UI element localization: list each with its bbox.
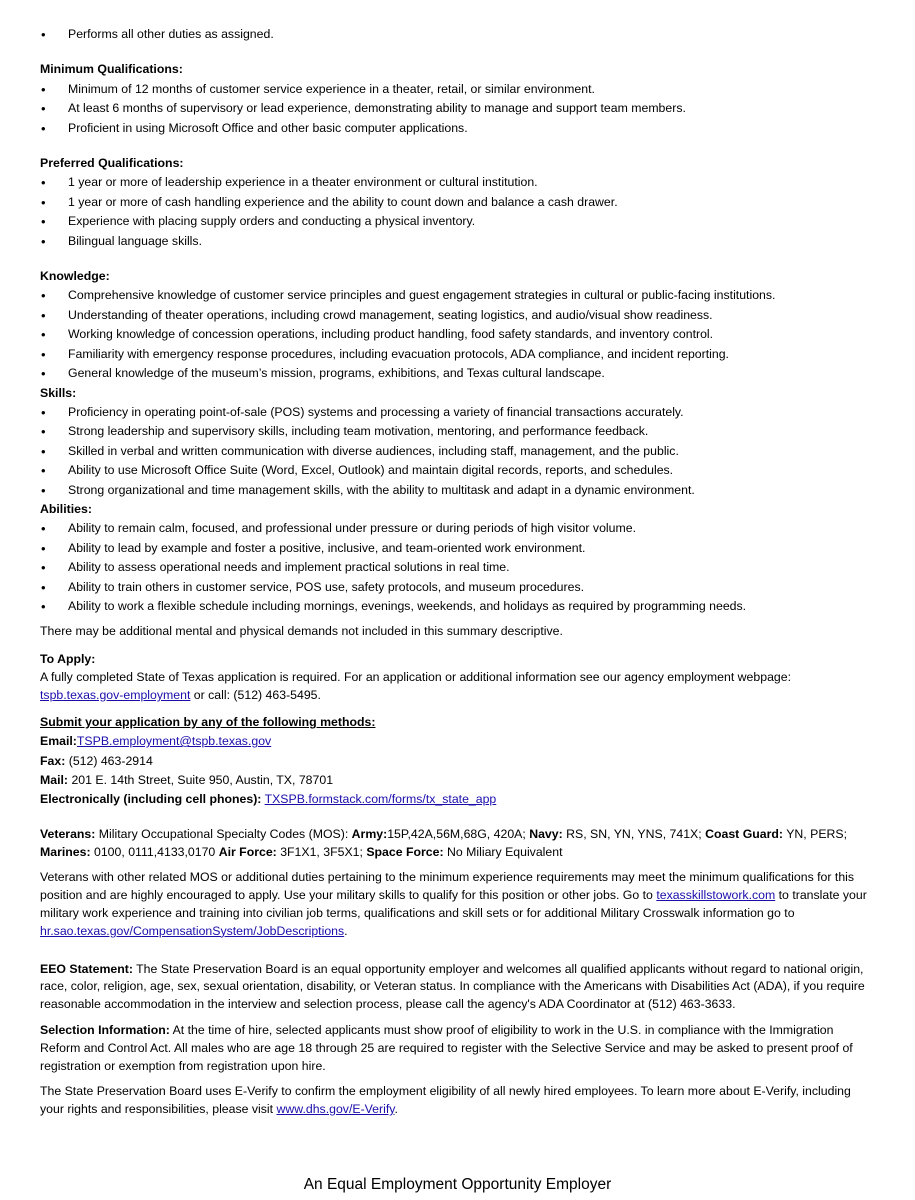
to-apply-paragraph xyxy=(40,669,872,705)
veterans-info-paragraph xyxy=(40,869,872,940)
space-force-codes: No Miliary Equivalent xyxy=(447,844,563,859)
veterans-text-3: . xyxy=(344,923,348,938)
eeo-label: EEO Statement: xyxy=(40,961,133,976)
abilities-heading: Abilities: xyxy=(40,501,92,516)
air-force-codes: 3F1X1, 3F5X1; xyxy=(280,844,363,859)
abilities-list xyxy=(40,519,872,616)
list-item: • At least 6 months of supervisory or lead experience, demonstrating ability to manage and support team members. xyxy=(40,99,872,118)
fax-label: Fax: xyxy=(40,753,66,768)
marines-label: Marines: xyxy=(40,844,91,859)
skills-heading: Skills: xyxy=(40,385,77,400)
submit-methods-heading: Submit your application by any of the following methods: xyxy=(40,714,376,729)
space-force-label: Space Force: xyxy=(366,844,444,859)
minimum-qualifications-list xyxy=(40,80,872,138)
everify-paragraph xyxy=(40,1083,872,1119)
marines-codes: 0100, 0111,4133,0170 xyxy=(94,844,216,859)
to-apply-call: or call: (512) 463-5495. xyxy=(193,687,321,702)
coast-guard-codes: YN, PERS; xyxy=(786,826,848,841)
sao-jobdescriptions-link[interactable]: hr.sao.texas.gov/CompensationSystem/JobDescriptions xyxy=(40,923,345,938)
navy-codes: RS, SN, YN, YNS, 741X; xyxy=(566,826,702,841)
email-label: Email: xyxy=(40,734,77,749)
selection-label: Selection Information: xyxy=(40,1022,170,1037)
email-link[interactable]: TSPB.employment@tspb.texas.gov xyxy=(76,734,272,749)
veterans-text-2: to translate your military work experience and training into civilian job terms, qualifications and skill sets or for additional Military Crosswalk information go to xyxy=(40,888,867,920)
list-item: • Comprehensive knowledge of customer service principles and guest engagement strategies in cultural or public-facing institutions. xyxy=(40,286,872,305)
list-item: • Ability to work a flexible schedule including mornings, evenings, weekends, and holidays as required by programming needs. xyxy=(40,597,872,616)
list-item: • 1 year or more of leadership experience in a theater environment or cultural institution. xyxy=(40,173,872,192)
everify-link[interactable]: www.dhs.gov/E-Verify xyxy=(276,1102,395,1117)
knowledge-heading: Knowledge: xyxy=(40,269,110,284)
mail-label: Mail: xyxy=(40,773,69,787)
list-item: • Bilingual language skills. xyxy=(40,232,872,251)
list-item: • Ability to assess operational needs and implement practical solutions in real time. xyxy=(40,558,872,577)
list-item: • Proficiency in operating point-of-sale (POS) systems and processing a variety of financial transactions accurately. xyxy=(40,403,872,422)
everify-text: The State Preservation Board uses E-Verify to confirm the employment eligibility of all newly hired employees. To learn more about E-Verify, including your rights and responsibilities, please visit xyxy=(40,1084,851,1117)
list-item: • Ability to lead by example and foster a positive, inclusive, and team-oriented work environment. xyxy=(40,539,872,558)
additional-demands-text: There may be additional mental and physical demands not included in this summary descriptive. xyxy=(40,624,563,639)
list-item: • Performs all other duties as assigned. xyxy=(40,25,872,44)
electronic-line xyxy=(40,790,872,809)
mail-line xyxy=(40,771,872,790)
selection-text: At the time of hire, selected applicants must show proof of eligibility to work in the U.S. in compliance with the Immigration Reform and Control Act. All males who are age 18 through 25 are required to register with the Selective Service and may be asked to present proof of registration or exemption from registration upon hire. xyxy=(40,1022,853,1073)
list-item: • Proficient in using Microsoft Office and other basic computer applications. xyxy=(40,119,872,138)
list-item: • Minimum of 12 months of customer service experience in a theater, retail, or similar environment. xyxy=(40,80,872,99)
list-item: • Strong leadership and supervisory skills, including team motivation, mentoring, and performance feedback. xyxy=(40,422,872,441)
eeo-paragraph xyxy=(40,961,872,1014)
list-item: • 1 year or more of cash handling experience and the ability to count down and balance a cash drawer. xyxy=(40,193,872,212)
list-item: • Skilled in verbal and written communication with diverse audiences, including staff, management, and the public. xyxy=(40,442,872,461)
footer-text: An Equal Employment Opportunity Employer xyxy=(303,1176,612,1193)
list-item: • Experience with placing supply orders and conducting a physical inventory. xyxy=(40,212,872,231)
list-item: • General knowledge of the museum’s mission, programs, exhibitions, and Texas cultural landscape. xyxy=(40,364,872,383)
to-apply-text: A fully completed State of Texas application is required. For an application or additional information see our agency employment webpage: xyxy=(40,670,792,685)
preferred-qualifications-heading: Preferred Qualifications: xyxy=(40,156,184,171)
coast-guard-label: Coast Guard: xyxy=(705,826,783,841)
veterans-text-1: Veterans with other related MOS or additional duties pertaining to the minimum experience requirements may meet the minimum qualifications for this position and are highly encouraged to apply. Use your military skills to qualify for this position or other jobs. Go to xyxy=(40,870,855,903)
document-content xyxy=(40,25,872,1119)
fax-value: (512) 463-2914 xyxy=(68,753,153,768)
texasskillstowork-link[interactable]: texasskillstowork.com xyxy=(656,888,776,903)
minimum-qualifications-heading: Minimum Qualifications: xyxy=(40,62,183,77)
selection-paragraph xyxy=(40,1022,872,1075)
employment-webpage-link[interactable]: tspb.texas.gov-employment xyxy=(40,687,191,702)
knowledge-list xyxy=(40,286,872,383)
list-item: • Familiarity with emergency response procedures, including evacuation protocols, ADA compliance, and incident reporting. xyxy=(40,345,872,364)
eeo-text: The State Preservation Board is an equal opportunity employer and welcomes all qualified applicants without regard to national origin, race, color, religion, age, sex, sexual orientation, disability, or Veteran status. In compliance with the Americans with Disabilities Act (ADA), if you require reasonable accommodation in the interview and selection process, please call the agency's ADA Coordinator at (512) 463-3633. xyxy=(40,961,865,1012)
veterans-label: Veterans: xyxy=(40,826,96,841)
list-item: • Strong organizational and time management skills, with the ability to multitask and adapt in a dynamic environment. xyxy=(40,481,872,500)
list-item: • Ability to remain calm, focused, and professional under pressure or during periods of high visitor volume. xyxy=(40,519,872,538)
list-item: • Ability to train others in customer service, POS use, safety protocols, and museum procedures. xyxy=(40,578,872,597)
everify-end: . xyxy=(394,1102,398,1117)
veterans-mos-paragraph xyxy=(40,826,872,862)
formstack-link[interactable]: TXSPB.formstack.com/forms/tx_state_app xyxy=(264,792,497,807)
mail-value: 201 E. 14th Street, Suite 950, Austin, TX, 78701 xyxy=(71,773,334,787)
army-label: Army: xyxy=(351,826,388,841)
electronic-label: Electronically (including cell phones): xyxy=(40,792,262,807)
email-line xyxy=(40,732,872,751)
army-codes: 15P,42A,56M,68G, 420A; xyxy=(387,826,526,841)
list-item: • Ability to use Microsoft Office Suite (Word, Excel, Outlook) and maintain digital records, reports, and schedules. xyxy=(40,461,872,480)
preferred-qualifications-list xyxy=(40,173,872,251)
veterans-intro: Military Occupational Specialty Codes (MOS): xyxy=(98,826,349,841)
list-item: • Working knowledge of concession operations, including product handling, food safety standards, and inventory control. xyxy=(40,325,872,344)
fax-line xyxy=(40,752,872,771)
to-apply-heading: To Apply: xyxy=(40,651,96,666)
list-item: • Understanding of theater operations, including crowd management, seating logistics, and audio/visual show readiness. xyxy=(40,306,872,325)
navy-label: Navy: xyxy=(529,826,563,841)
top-bullet-list xyxy=(40,25,872,44)
air-force-label: Air Force: xyxy=(218,844,277,859)
skills-list xyxy=(40,403,872,500)
